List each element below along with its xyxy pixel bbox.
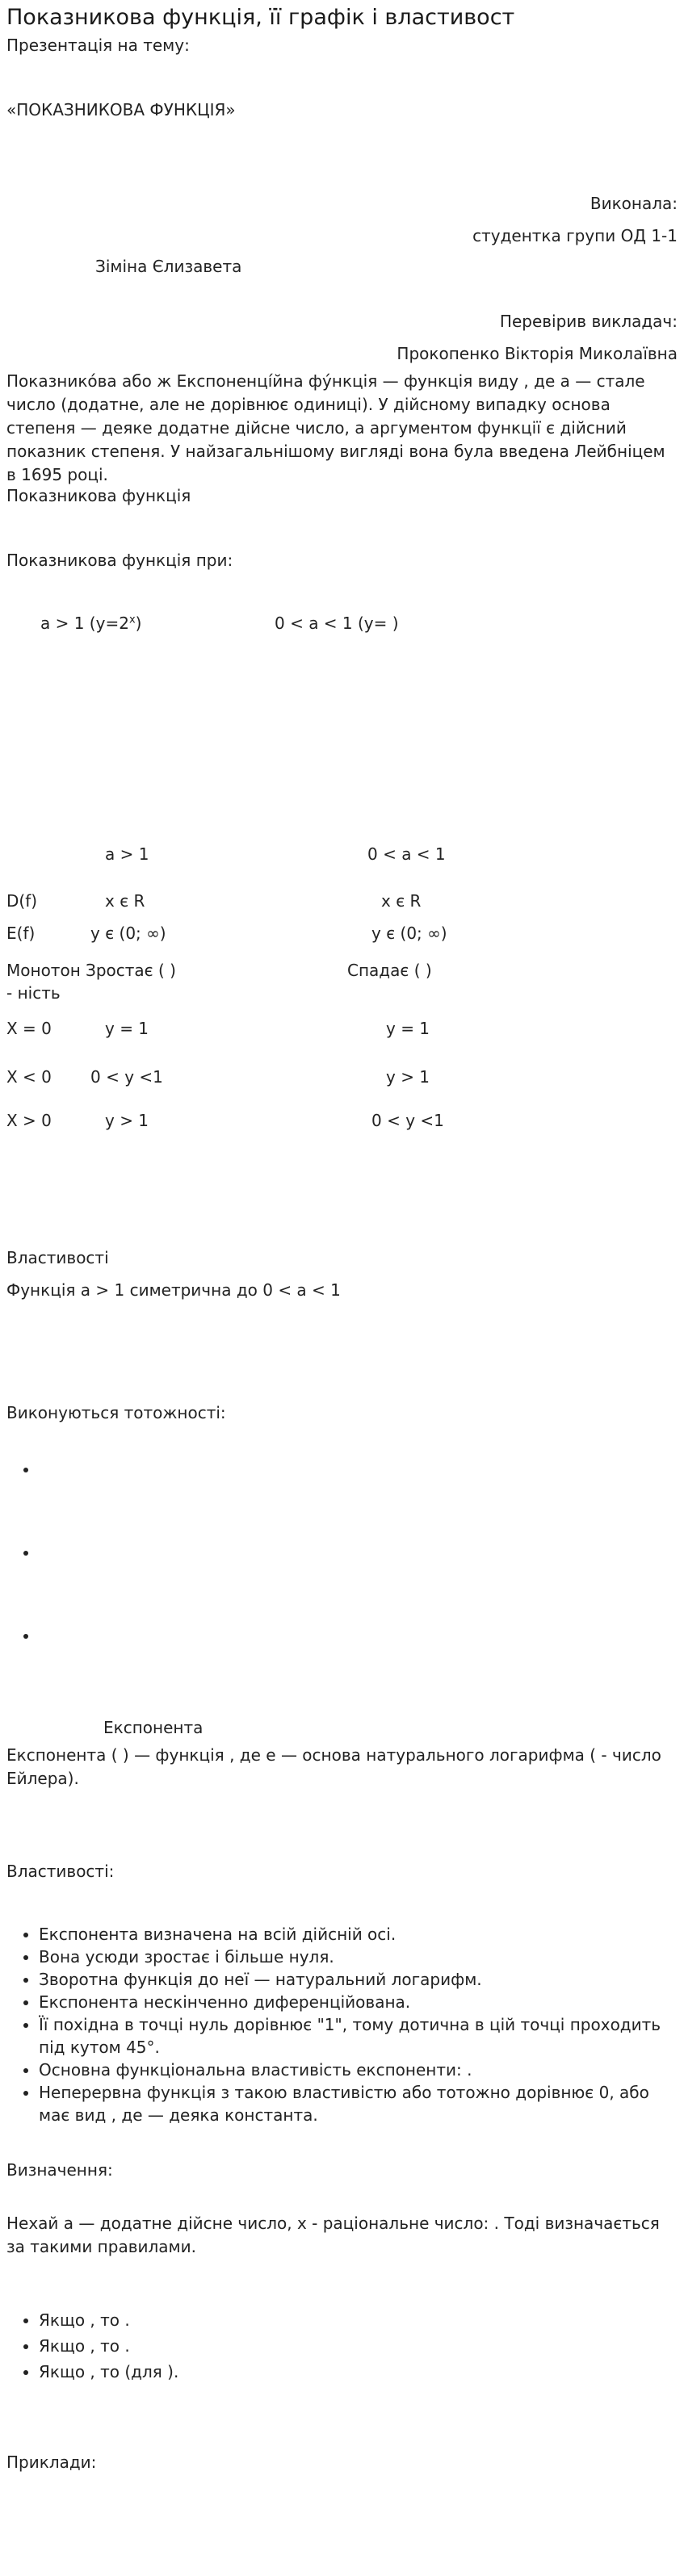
row-left-x-neg: 0 < y <1 (90, 1067, 163, 1087)
row-label-monotonic-cont: - ність (6, 983, 61, 1003)
list-item: • Якщо , то (для ). (39, 2359, 677, 2385)
row-right-x-zero: y = 1 (386, 1019, 430, 1038)
list-item (39, 1624, 677, 1707)
intro-paragraph: Показникóва або ж Експоненці́йна фу́нкція — функція виду , де a — стале число (додатне, але не дорівнює одиниці). У дійсному випадку основа степеня — деяке додатне дійсне число, а аргументом функції є дійсний показник степеня. У найзагальнішому вигляді вона була введена Лейбніцем в 1695 році. (6, 371, 665, 484)
examples-title: Приклади: (6, 2452, 97, 2472)
exponent-title: Експонента (103, 1718, 204, 1737)
row-left-x-pos: y > 1 (105, 1111, 149, 1130)
case-left (40, 614, 141, 633)
list-item (39, 1541, 677, 1624)
case-left-end: ) (135, 614, 142, 633)
exponent-properties-list (6, 1923, 677, 2126)
row-label-monotonic: Монотон (6, 961, 81, 980)
exponent-definition: Експонента ( ) — функція , де e — основа натурального логарифма ( - число Ейлера). (6, 1745, 661, 1788)
reviewer-label: Перевірив викладач: (499, 312, 678, 331)
row-left-x-zero: y = 1 (105, 1019, 149, 1038)
list-item: • Неперервна функція з такою властивістю або тотожно дорівнює 0, або має вид , де — деяка константа. (39, 2081, 677, 2126)
list-item: • Її похідна в точці нуль дорівнює "1", тому дотична в цій точці проходить під кутом 45°. (39, 2013, 677, 2059)
author-label: Виконала: (590, 194, 678, 213)
list-item: • Якщо , то . (39, 2307, 677, 2333)
row-left-domain: x є R (105, 891, 145, 911)
rules-list (6, 2307, 677, 2385)
subtitle: Презентація на тему: (6, 36, 190, 55)
list-item: • Експонента визначена на всій дійсній осі. (39, 1923, 677, 1946)
row-right-monotonic: Спадає ( ) (347, 961, 432, 980)
case-left-text: a > 1 (y=2 (40, 614, 129, 633)
identities-title: Виконуються тотожності: (6, 1403, 226, 1422)
section-when: Показникова функція при: (6, 551, 233, 570)
row-right-x-pos: 0 < y <1 (371, 1111, 444, 1130)
definition-title: Визначення: (6, 2160, 113, 2180)
row-label-x-pos: X > 0 (6, 1111, 52, 1130)
row-right-range: y є (0; ∞) (371, 924, 447, 943)
page-title: Показникова функція, її графік і властивост (6, 5, 515, 30)
properties-title: Властивості (6, 1248, 109, 1267)
exponent-properties-title: Властивості: (6, 1862, 115, 1881)
list-item: • Експонента нескінченно диференційована. (39, 1991, 677, 2013)
list-item: • Вона усюди зростає і більше нуля. (39, 1946, 677, 1968)
row-label-domain: D(f) (6, 891, 38, 911)
case-right: 0 < a < 1 (y= ) (275, 614, 399, 633)
reviewer-name: Прокопенко Вікторія Миколаївна (397, 344, 678, 363)
topic: «ПОКАЗНИКОВА ФУНКЦІЯ» (6, 100, 236, 119)
row-label-range: E(f) (6, 924, 36, 943)
list-item: • Якщо , то . (39, 2333, 677, 2359)
row-label-x-zero: X = 0 (6, 1019, 52, 1038)
symmetry-text: Функція a > 1 симетрична до 0 < a < 1 (6, 1280, 341, 1300)
row-label-x-neg: X < 0 (6, 1067, 52, 1087)
identities-list (6, 1458, 677, 1707)
row-right-x-neg: y > 1 (386, 1067, 430, 1087)
author-group: студентка групи ОД 1-1 (472, 226, 678, 245)
row-left-monotonic: Зростає ( ) (86, 961, 176, 980)
list-item: • Основна функціональна властивість експоненти: . (39, 2059, 677, 2081)
section-function: Показникова функція (6, 486, 191, 505)
list-item: • Зворотна функція до неї — натуральний логарифм. (39, 1968, 677, 1991)
table-header-left: a > 1 (105, 844, 149, 864)
case-left-exponent: x (128, 614, 136, 626)
row-left-range: y є (0; ∞) (90, 924, 166, 943)
row-right-domain: x є R (381, 891, 422, 911)
table-header-right: 0 < a < 1 (367, 844, 446, 864)
definition-text: Нехай a — додатне дійсне число, x - раціональне число: . Тоді визначається за такими правилами. (6, 2214, 660, 2256)
author-name: Зіміна Єлизавета (95, 257, 242, 276)
list-item (39, 1458, 677, 1541)
